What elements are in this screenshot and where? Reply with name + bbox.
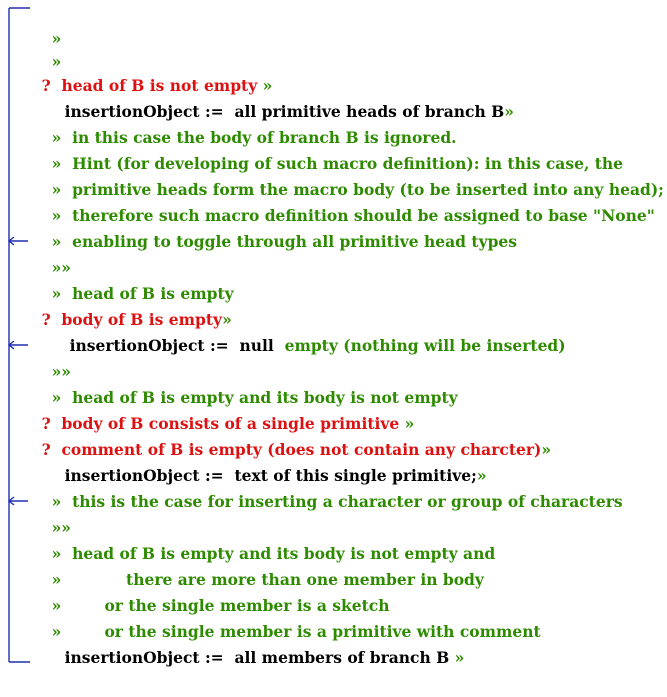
line-17 bbox=[20, 411, 552, 459]
line-11 bbox=[30, 255, 234, 303]
line-23-seg-2: or the single member is a sketch bbox=[104, 596, 390, 615]
condition-marker: ? bbox=[41, 310, 62, 329]
line-11-seg-2: head of B is empty bbox=[72, 284, 234, 303]
line-9-seg-2: enabling to toggle through all primitive head types bbox=[72, 232, 517, 251]
line-2-seg-1: » bbox=[51, 52, 62, 71]
condition-marker: ? bbox=[41, 76, 62, 95]
line-6-seg-1: » bbox=[51, 154, 73, 173]
line-16 bbox=[20, 385, 415, 433]
line-9-seg-1: » bbox=[51, 232, 73, 251]
line-24-seg-1: » bbox=[51, 622, 105, 641]
line-23 bbox=[30, 567, 390, 615]
line-7 bbox=[30, 151, 664, 199]
line-6-seg-2: Hint (for developing of such macro definition): in this case, the bbox=[72, 154, 624, 173]
line-20-seg-1: »» bbox=[51, 518, 71, 537]
line-8-seg-2: therefore such macro definition should be assigned to base "None" bbox=[72, 206, 655, 225]
line-15 bbox=[30, 359, 458, 407]
line-1-seg-1: » bbox=[51, 29, 62, 48]
line-19 bbox=[30, 463, 623, 511]
line-20 bbox=[30, 489, 71, 537]
branch-arrowhead-3 bbox=[9, 497, 14, 505]
line-16-seg-2: body of B consists of a single primitive bbox=[61, 414, 405, 433]
line-5-seg-1: » bbox=[51, 128, 73, 147]
line-25-seg-1: insertionObject := all members of branch B bbox=[64, 648, 455, 667]
line-15-seg-2: head of B is empty and its body is not empty bbox=[72, 388, 458, 407]
line-22 bbox=[30, 541, 484, 589]
line-8 bbox=[30, 177, 655, 225]
line-9 bbox=[30, 203, 517, 251]
line-13-seg-2: empty (nothing will be inserted) bbox=[284, 336, 566, 355]
line-22-seg-2: there are more than one member in body bbox=[126, 570, 484, 589]
line-17-seg-2: comment of B is empty (does not contain any charcter) bbox=[61, 440, 542, 459]
line-8-seg-1: » bbox=[51, 206, 73, 225]
line-13 bbox=[48, 307, 566, 355]
line-4-seg-2: » bbox=[504, 102, 514, 121]
line-3 bbox=[20, 47, 273, 95]
line-21-seg-2: head of B is empty and its body is not empty and bbox=[72, 544, 496, 563]
line-4-seg-1: insertionObject := all primitive heads of branch B bbox=[64, 102, 505, 121]
line-22-seg-1: » bbox=[51, 570, 127, 589]
line-25-seg-2: » bbox=[454, 648, 465, 667]
branch-arrowhead-1 bbox=[9, 237, 14, 245]
line-13-seg-1: insertionObject := null bbox=[69, 336, 285, 355]
line-17-seg-3: » bbox=[541, 440, 552, 459]
line-3-seg-3: » bbox=[262, 76, 273, 95]
line-12-seg-3: » bbox=[222, 310, 232, 329]
line-18 bbox=[43, 437, 487, 485]
line-14-seg-1: »» bbox=[51, 362, 71, 381]
line-24 bbox=[30, 593, 541, 641]
line-12 bbox=[20, 281, 232, 329]
line-2 bbox=[30, 23, 62, 71]
line-7-seg-1: » bbox=[51, 180, 73, 199]
line-10-seg-1: »» bbox=[51, 258, 71, 277]
line-5 bbox=[30, 99, 457, 147]
line-18-seg-1: insertionObject := text of this single primitive; bbox=[64, 466, 477, 485]
line-21 bbox=[30, 515, 496, 563]
line-5-seg-2: in this case the body of branch B is ignored. bbox=[72, 128, 457, 147]
line-14 bbox=[30, 333, 71, 381]
branch-arrowhead-2 bbox=[9, 341, 14, 349]
line-4 bbox=[43, 73, 514, 121]
line-25 bbox=[43, 619, 465, 667]
condition-marker: ? bbox=[41, 414, 62, 433]
line-19-seg-2: this is the case for inserting a character or group of characters bbox=[72, 492, 623, 511]
line-7-seg-2: primitive heads form the macro body (to be inserted into any head); bbox=[72, 180, 664, 199]
line-23-seg-1: » bbox=[51, 596, 105, 615]
line-19-seg-1: » bbox=[51, 492, 73, 511]
line-3-seg-2: head of B is not empty bbox=[61, 76, 263, 95]
line-12-seg-2: body of B is empty bbox=[61, 310, 223, 329]
line-10 bbox=[30, 229, 71, 277]
line-18-seg-2: » bbox=[476, 466, 487, 485]
line-15-seg-1: » bbox=[51, 388, 73, 407]
line-16-seg-3: » bbox=[404, 414, 415, 433]
line-6 bbox=[30, 125, 624, 173]
condition-marker: ? bbox=[41, 440, 62, 459]
line-24-seg-2: or the single member is a primitive with comment bbox=[104, 622, 541, 641]
line-11-seg-1: » bbox=[51, 284, 73, 303]
line-21-seg-1: » bbox=[51, 544, 73, 563]
